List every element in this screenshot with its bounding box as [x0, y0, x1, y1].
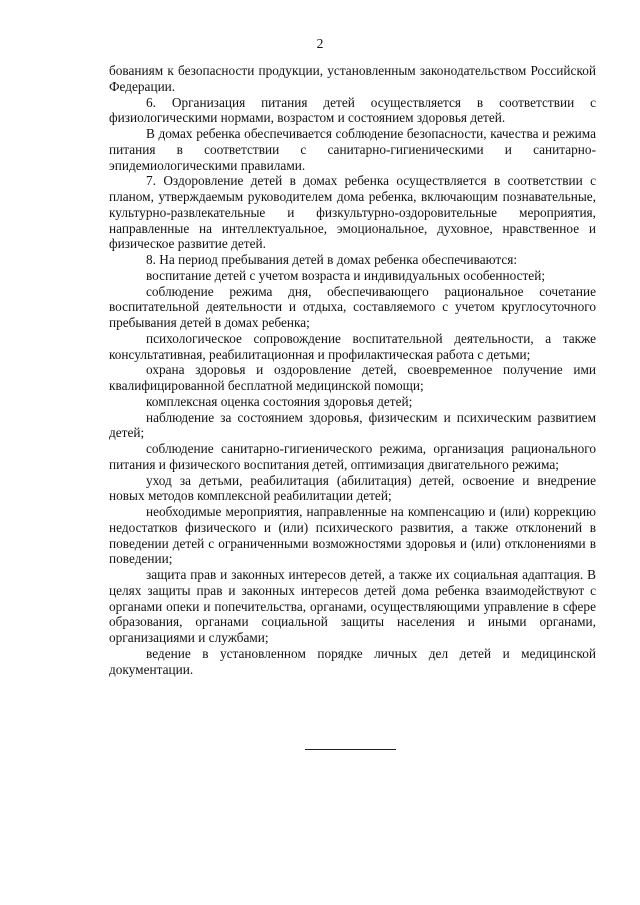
- list-item: соблюдение санитарно-гигиенического режима, организация рационального питания и физического воспитания детей, оптимизация двигательного режима;: [109, 441, 596, 472]
- list-item: соблюдение режима дня, обеспечивающего рациональное сочетание воспитательной деятельности и отдыха, составляемого с учетом круглосуточного пребывания детей в домах ребенка;: [109, 283, 596, 330]
- list-item: комплексная оценка состояния здоровья детей;: [146, 393, 413, 409]
- end-divider: [305, 749, 396, 750]
- list-item: психологическое сопровождение воспитательной деятельности, а также консультативная, реабилитационная и профилактическая работа с детьми;: [109, 330, 596, 362]
- list-item: уход за детьми, реабилитация (абилитация) детей, освоение и внедрение новых методов комплексной реабилитации детей;: [109, 472, 596, 504]
- paragraph-nutrition-safety: В домах ребенка обеспечивается соблюдение безопасности, качества и режима питания в соответствии с санитарно-гигиеническими и санитарно-эпидемиологическими правилами.: [109, 126, 596, 173]
- list-item: необходимые мероприятия, направленные на компенсацию и (или) коррекцию недостатков физического и (или) психического развития, а также отклонений в поведении детей с ограниченными возможностями здоровья и (или) отклонениями в поведении;: [109, 504, 596, 567]
- paragraph-continuation: бованиям к безопасности продукции, установленным законодательством Российской Федерации.: [109, 63, 596, 94]
- list-item: наблюдение за состоянием здоровья, физическим и психическим развитием детей;: [109, 409, 596, 441]
- list-item: защита прав и законных интересов детей, а также их социальная адаптация. В целях защиты прав и законных интересов детей дома ребенка взаимодействуют с органами опеки и попечительства, органами, осуществляющими управление в сфере образования, органами социальной защиты населения и иными органами, организациями и службами;: [109, 567, 596, 645]
- list-item: ведение в установленном порядке личных дел детей и медицинской документации.: [109, 645, 596, 677]
- paragraph-item-7: 7. Оздоровление детей в домах ребенка осуществляется в соответствии с планом, утверждаемым руководителем дома ребенка, включающим познавательные, культурно-развлекательные и физкультурно-оздоровительные мероприятия, направленные на интеллектуальное, эмоциональное, духовное, нравственное и физическое развитие детей.: [109, 173, 596, 252]
- document-body: [109, 63, 596, 677]
- paragraph-item-6: 6. Организация питания детей осуществляется в соответствии с физиологическими нормами, возрастом и состоянием здоровья детей.: [109, 94, 596, 126]
- page-number: 2: [316, 36, 324, 51]
- list-item: воспитание детей с учетом возраста и индивидуальных особенностей;: [146, 267, 546, 283]
- paragraph-item-8: 8. На период пребывания детей в домах ребенка обеспечиваются:: [146, 252, 518, 267]
- list-item: охрана здоровья и оздоровление детей, своевременное получение ими квалифицированной бесплатной медицинской помощи;: [109, 362, 596, 393]
